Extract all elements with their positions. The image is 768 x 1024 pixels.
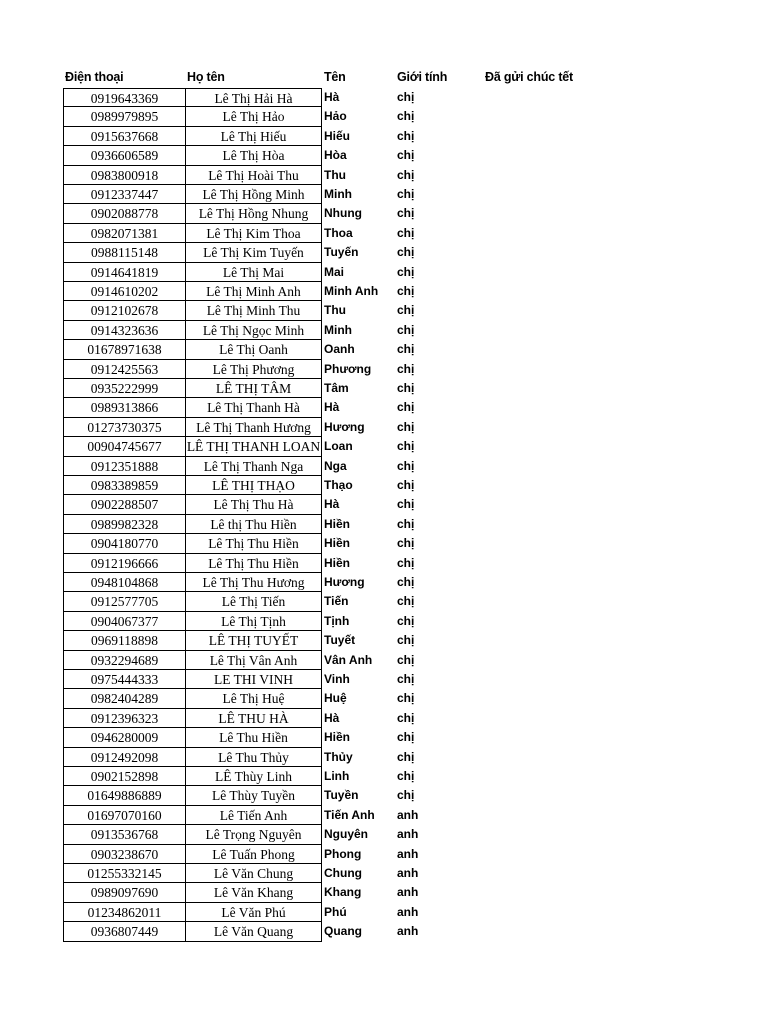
gender-cell: chị [397,109,415,124]
table-row [0,146,768,165]
table-row [0,282,768,301]
gender-cell: chị [397,167,415,182]
phone-cell: 0936606589 [63,146,185,165]
phone-cell: 0982071381 [63,224,185,243]
first-name-cell: Hiếu [324,128,351,143]
phone-cell: 0904067377 [63,612,185,631]
fullname-cell: Lê Thị Hiếu [185,127,322,146]
first-name-cell: Phú [324,904,347,919]
first-name-cell: Tuyết [324,633,356,648]
gender-cell: chị [397,575,415,589]
phone-cell: 01649886889 [63,786,185,805]
gender-cell: anh [397,846,419,861]
phone-cell: 0975444333 [63,670,185,689]
first-name-cell: Hảo [324,109,347,124]
fullname-cell: Lê Thị Oanh [185,340,322,359]
first-name-cell: Hà [324,400,340,415]
gender-cell: chị [397,478,415,492]
fullname-cell: LÊ THỊ TUYẾT [185,631,322,650]
fullname-cell: Lê Thị Hồng Nhung [185,204,322,223]
gender-cell: chị [397,284,415,298]
header-gender: Giới tính [397,70,448,84]
table-row [0,301,768,320]
table-row [0,418,768,437]
phone-cell: 0912396323 [63,709,185,728]
header-first-name: Tên [324,70,346,84]
gender-cell: chị [397,749,415,764]
table-row [0,107,768,126]
first-name-cell: Hiền [324,516,351,531]
table-row [0,748,768,767]
first-name-cell: Huệ [324,691,347,706]
fullname-cell: Lê Thị Phương [185,360,322,379]
fullname-cell: LÊ THỊ TÂM [185,379,322,398]
first-name-cell: Phương [324,361,372,376]
phone-cell: 00904745677 [63,437,185,456]
fullname-cell: Lê Thị Hồng Minh [185,185,322,204]
gender-cell: chị [397,187,415,201]
fullname-cell: Lê Thị Kim Tuyến [185,243,322,262]
first-name-cell: Nhung [324,206,362,221]
first-name-cell: Tâm [324,381,349,395]
fullname-cell: Lê Thị Hòa [185,146,322,165]
fullname-cell: Lê Thị Tịnh [185,612,322,631]
fullname-cell: Lê Thị Hải Hà [185,88,322,107]
first-name-cell: Hà [324,90,340,104]
gender-cell: anh [397,885,419,900]
phone-cell: 0946280009 [63,728,185,747]
phone-cell: 01234862011 [63,903,185,922]
gender-cell: chị [397,769,415,783]
fullname-cell: Lê Thị Tiến [185,592,322,611]
first-name-cell: Nguyên [324,827,369,842]
gender-cell: chị [397,710,415,725]
table-row [0,806,768,825]
first-name-cell: Nga [324,458,347,473]
first-name-cell: Vân Anh [324,652,373,667]
first-name-cell: Thủy [324,749,353,764]
phone-cell: 0912102678 [63,301,185,320]
table-row [0,127,768,146]
table-row [0,767,768,786]
gender-cell: chị [397,555,415,570]
table-row [0,651,768,670]
first-name-cell: Loan [324,439,353,454]
gender-cell: chị [397,342,415,357]
phone-cell: 0912577705 [63,592,185,611]
phone-cell: 0914641819 [63,263,185,282]
table-row [0,534,768,553]
fullname-cell: LÊ THỊ THANH LOAN [185,437,322,456]
gender-cell: chị [397,245,415,260]
fullname-cell: Lê Thị Thu Hương [185,573,322,592]
phone-cell: 0904180770 [63,534,185,553]
fullname-cell: Lê Thị Mai [185,263,322,282]
gender-cell: chị [397,225,415,240]
fullname-cell: Lê Thị Thanh Hương [185,418,322,437]
first-name-cell: Hương [324,575,365,589]
phone-cell: 01255332145 [63,864,185,883]
first-name-cell: Tuyến [324,245,359,260]
gender-cell: chị [397,264,415,279]
header-phone: Điện thoại [65,70,124,84]
gender-cell: chị [397,322,415,337]
table-row [0,243,768,262]
table-row [0,340,768,359]
fullname-cell: Lê Thị Minh Thu [185,301,322,320]
table-row [0,883,768,902]
first-name-cell: Minh [324,322,352,337]
phone-cell: 0912492098 [63,748,185,767]
phone-cell: 0919643369 [63,88,185,107]
gender-cell: chị [397,148,415,163]
table-row [0,903,768,922]
fullname-cell: LÊ THỊ THẠO [185,476,322,495]
first-name-cell: Hà [324,710,340,725]
phone-cell: 0948104868 [63,573,185,592]
table-row [0,166,768,185]
table-row [0,185,768,204]
phone-cell: 0989979895 [63,107,185,126]
gender-cell: chị [397,206,415,221]
fullname-cell: Lê Thu Hiền [185,728,322,747]
table-row [0,670,768,689]
first-name-cell: Chung [324,866,362,880]
first-name-cell: Tiến [324,594,349,609]
table-row [0,321,768,340]
first-name-cell: Hiền [324,730,351,745]
table-row [0,204,768,223]
phone-cell: 0902088778 [63,204,185,223]
first-name-cell: Hiền [324,555,351,570]
first-name-cell: Hiền [324,536,351,551]
gender-cell: anh [397,924,419,939]
fullname-cell: Lê Thùy Tuyền [185,786,322,805]
fullname-cell: Lê Thị Kim Thoa [185,224,322,243]
phone-cell: 0912425563 [63,360,185,379]
gender-cell: chị [397,361,415,376]
phone-cell: 0969118898 [63,631,185,650]
gender-cell: chị [397,613,415,628]
fullname-cell: Lê Thị Thu Hà [185,495,322,514]
header-fullname: Họ tên [187,70,225,84]
phone-cell: 0983800918 [63,166,185,185]
gender-cell: chị [397,458,415,473]
table-row [0,573,768,592]
phone-cell: 01697070160 [63,806,185,825]
first-name-cell: Khang [324,885,362,900]
gender-cell: anh [397,807,419,822]
fullname-cell: Lê Thị Ngọc Minh [185,321,322,340]
phone-cell: 0913536768 [63,825,185,844]
table-row [0,554,768,573]
gender-cell: chị [397,439,415,454]
first-name-cell: Vinh [324,672,350,686]
first-name-cell: Tuyền [324,788,359,803]
fullname-cell: Lê Thị Thu Hiền [185,554,322,573]
gender-cell: chị [397,381,415,395]
fullname-cell: Lê Thị Minh Anh [185,282,322,301]
phone-cell: 0983389859 [63,476,185,495]
first-name-cell: Minh [324,187,352,201]
table-row [0,263,768,282]
header-sent: Đã gửi chúc tết [485,70,574,84]
table-row [0,612,768,631]
first-name-cell: Phong [324,846,362,861]
table-row [0,631,768,650]
phone-cell: 0989097690 [63,883,185,902]
phone-cell: 0982404289 [63,689,185,708]
phone-cell: 0936807449 [63,922,185,941]
table-row [0,786,768,805]
gender-cell: chị [397,594,415,609]
first-name-cell: Hà [324,497,340,512]
gender-cell: chị [397,633,415,648]
phone-cell: 0915637668 [63,127,185,146]
gender-cell: anh [397,904,419,919]
gender-cell: anh [397,827,419,842]
first-name-cell: Linh [324,769,350,783]
phone-cell: 0902288507 [63,495,185,514]
phone-cell: 0912337447 [63,185,185,204]
fullname-cell: Lê Thị Thanh Nga [185,457,322,476]
phone-cell: 0914323636 [63,321,185,340]
first-name-cell: Tịnh [324,613,350,628]
gender-cell: chị [397,128,415,143]
fullname-cell: Lê Văn Quang [185,922,322,941]
fullname-cell: Lê Thị Thu Hiền [185,534,322,553]
table-row [0,224,768,243]
gender-cell: chị [397,691,415,706]
gender-cell: anh [397,866,419,880]
table-row [0,709,768,728]
table-row [0,398,768,417]
fullname-cell: Lê Văn Khang [185,883,322,902]
table-row [0,360,768,379]
first-name-cell: Thạo [324,478,353,492]
fullname-cell: Lê Thị Huệ [185,689,322,708]
table-row [0,845,768,864]
table-row [0,864,768,883]
fullname-cell: Lê Thị Hảo [185,107,322,126]
fullname-cell: LE THI VINH [185,670,322,689]
phone-cell: 0988115148 [63,243,185,262]
phone-cell: 01678971638 [63,340,185,359]
table-row [0,476,768,495]
gender-cell: chị [397,90,415,104]
phone-cell: 0912196666 [63,554,185,573]
phone-cell: 01273730375 [63,418,185,437]
fullname-cell: LÊ THU HÀ [185,709,322,728]
first-name-cell: Quang [324,924,362,939]
first-name-cell: Thu [324,167,346,182]
fullname-cell: Lê Thị Hoài Thu [185,166,322,185]
gender-cell: chị [397,516,415,531]
fullname-cell: LÊ Thùy Linh [185,767,322,786]
table-row [0,825,768,844]
gender-cell: chị [397,497,415,512]
phone-cell: 0902152898 [63,767,185,786]
phone-cell: 0912351888 [63,457,185,476]
first-name-cell: Minh Anh [324,284,379,298]
fullname-cell: Lê Thị Thanh Hà [185,398,322,417]
table-row [0,379,768,398]
fullname-cell: Lê Thị Vân Anh [185,651,322,670]
fullname-cell: Lê Trọng Nguyên [185,825,322,844]
table-row [0,728,768,747]
first-name-cell: Thoa [324,225,353,240]
table-row [0,515,768,534]
phone-cell: 0935222999 [63,379,185,398]
first-name-cell: Thu [324,303,346,318]
phone-cell: 0914610202 [63,282,185,301]
gender-cell: chị [397,652,415,667]
table-row [0,689,768,708]
fullname-cell: Lê Tiến Anh [185,806,322,825]
table-row [0,88,768,107]
gender-cell: chị [397,788,415,803]
fullname-cell: Lê Văn Chung [185,864,322,883]
table-row [0,437,768,456]
gender-cell: chị [397,419,415,434]
phone-cell: 0989982328 [63,515,185,534]
gender-cell: chị [397,730,415,745]
fullname-cell: Lê Tuấn Phong [185,845,322,864]
phone-cell: 0932294689 [63,651,185,670]
phone-cell: 0903238670 [63,845,185,864]
first-name-cell: Mai [324,264,345,279]
first-name-cell: Hương [324,419,365,434]
fullname-cell: Lê Văn Phú [185,903,322,922]
first-name-cell: Oanh [324,342,355,357]
table-row [0,592,768,611]
fullname-cell: Lê Thu Thủy [185,748,322,767]
gender-cell: chị [397,400,415,415]
table-row [0,457,768,476]
first-name-cell: Hòa [324,148,347,163]
gender-cell: chị [397,303,415,318]
gender-cell: chị [397,536,415,551]
first-name-cell: Tiến Anh [324,807,375,822]
fullname-cell: Lê thị Thu Hiền [185,515,322,534]
gender-cell: chị [397,672,415,686]
table-row [0,922,768,941]
table-row [0,495,768,514]
phone-cell: 0989313866 [63,398,185,417]
